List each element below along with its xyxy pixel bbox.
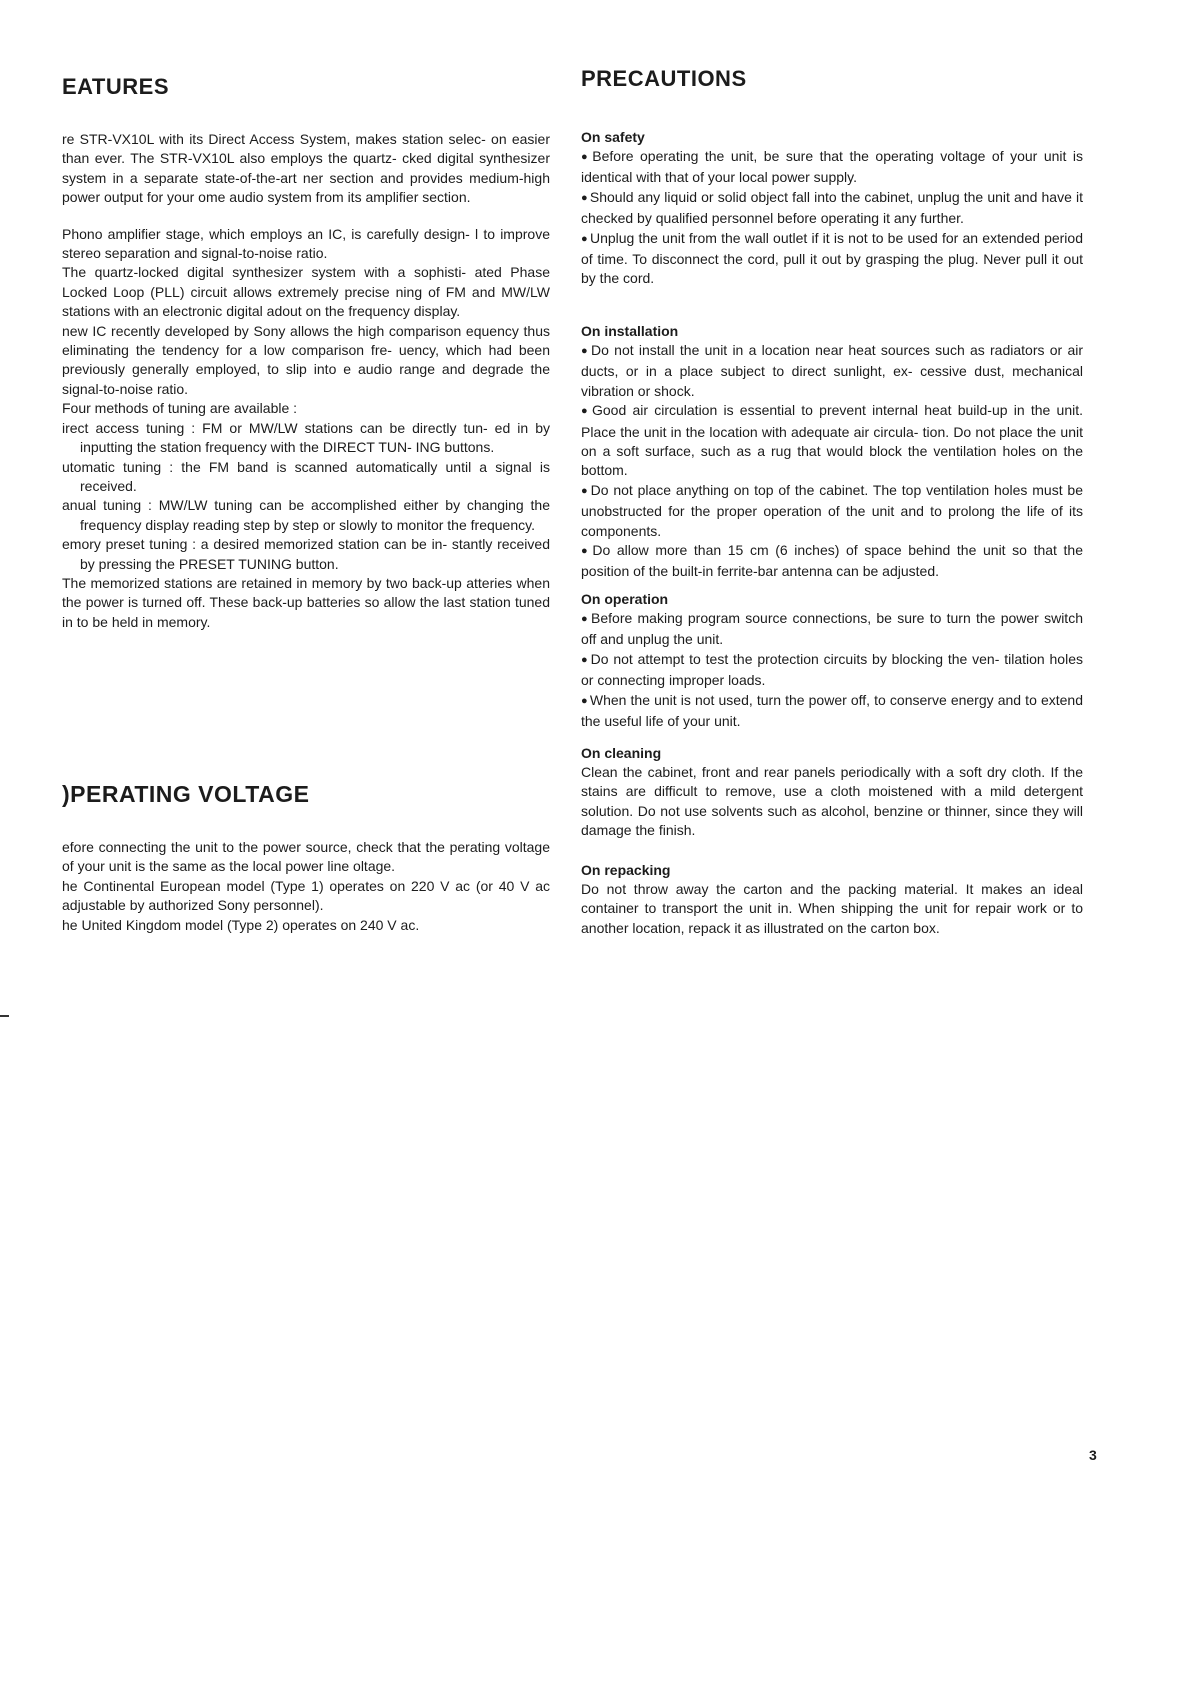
section-heading: On repacking [581,862,671,878]
precaution-item: ● When the unit is not used, turn the power off, to conserve energy and to extend the useful life of your unit. [581,691,1083,732]
tuning-method-item: emory preset tuning : a desired memorized station can be in- stantly received by pressing the PRESET TUNING button. [62,536,550,572]
tuning-method-item: anual tuning : MW/LW tuning can be accomplished either by changing the frequency display reading step by step or slowly to monitor the frequency. [62,497,550,533]
precaution-item: ● Before operating the unit, be sure that the operating voltage of your unit is identical with that of your local power supply. [581,147,1083,188]
precaution-item: ● Do not attempt to test the protection circuits by blocking the ven- tilation holes or connecting improper loads. [581,650,1083,691]
features-title: EATURES [62,74,169,99]
features-paragraph: The quartz-locked digital synthesizer system with a sophisti- ated Phase Locked Loop (PLL) circuit allows extremely precise ning of FM and MW/LW stations with an electronic digital adout on the frequency display. [62,264,550,320]
precaution-text: Do not throw away the carton and the packing material. It makes an ideal container to transport the unit in. When shipping the unit for repair work or to another location, repack it as illustrated on the carton box. [581,881,1083,936]
page-number: 3 [1089,1447,1097,1463]
precaution-section-safety [581,129,1083,289]
operating-voltage-paragraph: he United Kingdom model (Type 2) operates on 240 V ac. [62,916,420,933]
operating-voltage-title: )PERATING VOLTAGE [62,781,310,807]
precaution-item: ● Should any liquid or solid object fall into the cabinet, unplug the unit and have it checked by qualified personnel before operating it any further. [581,188,1083,229]
section-heading: On installation [581,323,679,339]
section-heading: On safety [581,129,645,145]
precaution-item: ● Before making program source connections, be sure to turn the power switch off and unplug the unit. [581,609,1083,650]
precaution-item: ● Do allow more than 15 cm (6 inches) of space behind the unit so that the position of the built-in ferrite-bar antenna can be adjusted. [581,541,1083,582]
features-paragraph: Four methods of tuning are available : [62,400,298,417]
features-paragraph: new IC recently developed by Sony allows the high comparison equency thus eliminating the tendency for a low comparison fre- uency, which had been previously generally employed, to slip into e audio range and degrade the signal-to-noise ratio. [62,322,550,397]
operating-voltage-body [62,838,550,935]
tuning-method-item: utomatic tuning : the FM band is scanned automatically until a signal is received. [62,458,550,494]
precaution-text: Clean the cabinet, front and rear panels periodically with a soft dry cloth. If the stains are difficult to remove, use a cloth moistened with a mild detergent solution. Do not use solvents such as alcohol, benzine or thinner, since they will damage the finish. [581,764,1083,839]
precaution-section-operation [581,591,1083,731]
precaution-item: ● Do not install the unit in a location near heat sources such as radiators or air ducts, or in a place subject to direct sunlight, ex- cessive dust, mechanical vibration or shock. [581,341,1083,401]
scan-margin-mark [0,1015,9,1017]
tuning-method-item: irect access tuning : FM or MW/LW stations can be directly tun- ed in by inputting the station frequency with the DIRECT TUN- ING buttons. [62,419,550,456]
precaution-item: ● Unplug the unit from the wall outlet if it is not to be used for an extended period of time. To disconnect the cord, pull it out by grasping the plug. Never pull it out by the cord. [581,229,1083,289]
precaution-section-cleaning [581,745,1083,841]
precaution-section-repacking [581,862,1083,938]
features-body [62,130,550,632]
precaution-item: ● Do not place anything on top of the cabinet. The top ventilation holes must be unobstructed for the proper operation of the unit and to prolong the life of its components. [581,481,1083,541]
section-heading: On operation [581,591,669,607]
features-paragraph: re STR-VX10L with its Direct Access System, makes station selec- on easier than ever. The STR-VX10L also employs the quartz- cked digital synthesizer system in a separate state-of-the-art ner section and provides medium-high power output for your ome audio system from its amplifier section. [62,131,550,206]
precaution-section-installation [581,323,1083,582]
section-heading: On cleaning [581,745,662,761]
precaution-item: ● Good air circulation is essential to prevent internal heat build-up in the unit. Place the unit in the location with adequate air circula- tion. Do not place the unit on a soft surface, such as a rug that would block the ventilation holes on the bottom. [581,401,1083,481]
features-closing: The memorized stations are retained in memory by two back-up atteries when the power is turned off. These back-up batteries so allow the last station tuned in to be held in memory. [62,574,550,630]
precautions-title: PRECAUTIONS [581,66,747,91]
operating-voltage-paragraph: efore connecting the unit to the power source, check that the perating voltage of your unit is the same as the local power line oltage. [62,839,550,875]
features-paragraph: Phono amplifier stage, which employs an IC, is carefully design- l to improve stereo separation and signal-to-noise ratio. [62,225,550,262]
operating-voltage-paragraph: he Continental European model (Type 1) operates on 220 V ac (or 40 V ac adjustable by authorized Sony personnel). [62,877,550,914]
